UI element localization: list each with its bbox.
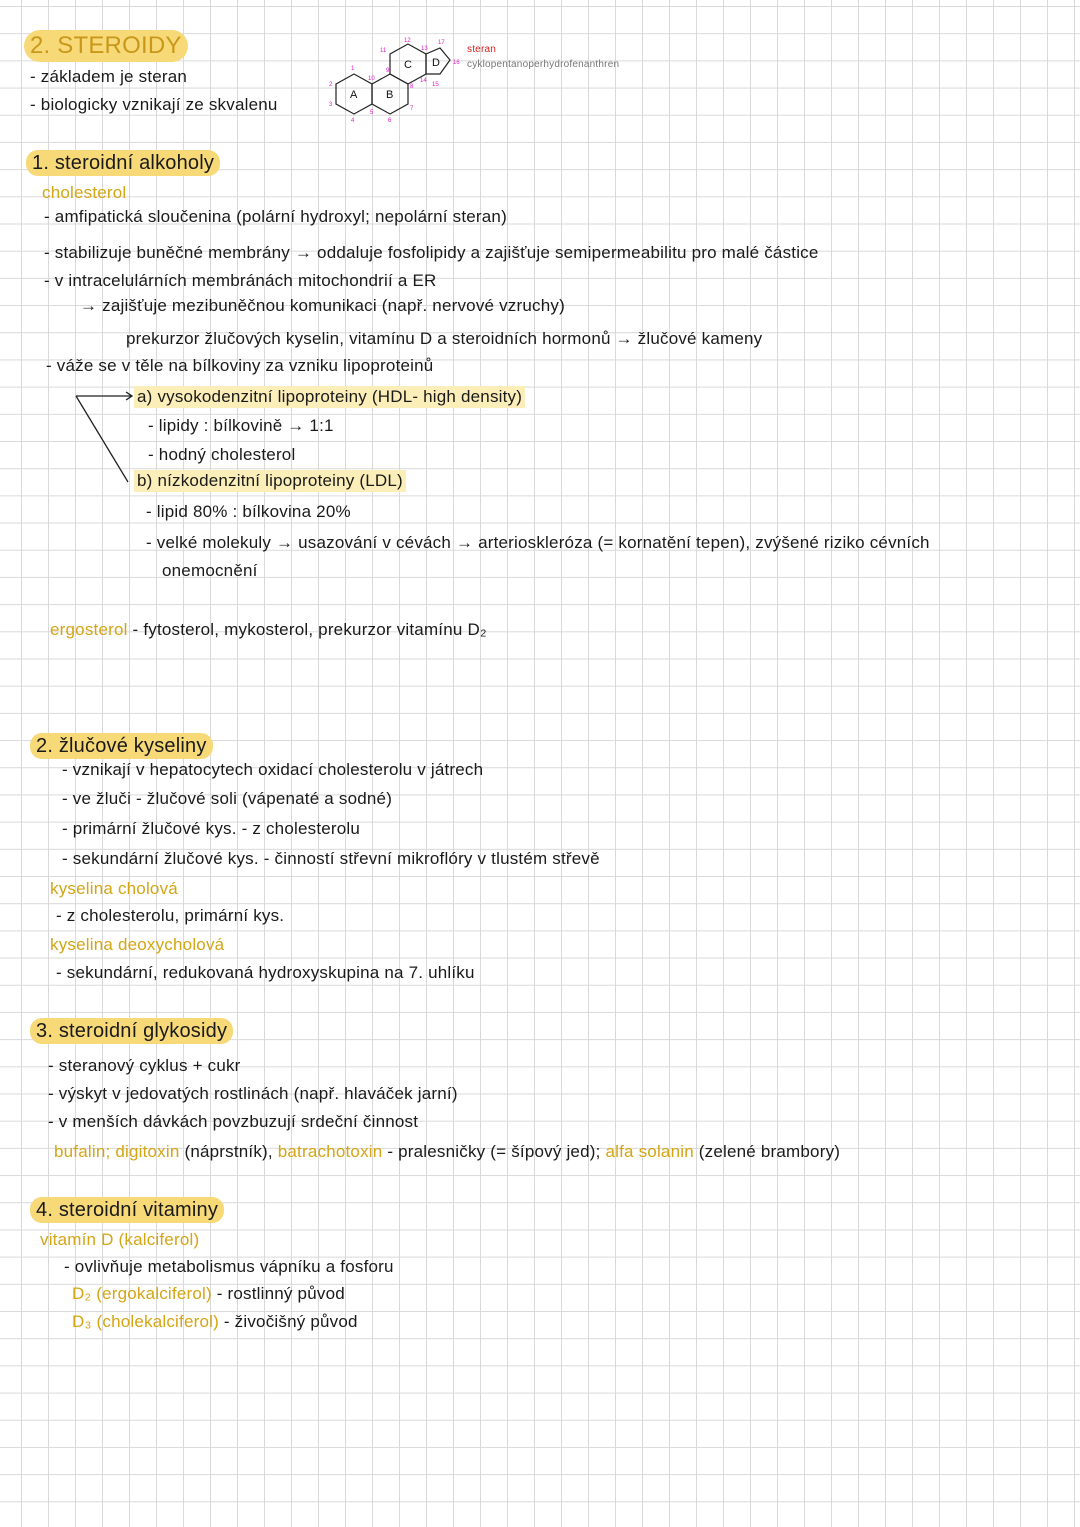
atom-number: 14 [420, 78, 427, 84]
atom-number: 5 [370, 110, 374, 116]
note-line: → zajišťuje mezibuněčnou komunikaci (např. nervové vzruchy) [80, 296, 565, 315]
ring-label: B [386, 89, 394, 101]
example-note: - pralesničky (= šípový jed); [382, 1142, 606, 1161]
atom-number: 8 [410, 84, 414, 90]
steran-structure-diagram [318, 36, 468, 128]
note-line: - váže se v těle na bílkoviny za vzniku lipoproteinů [46, 356, 434, 375]
note-line: - výskyt v jedovatých rostlinách (např. hlaváček jarní) [48, 1084, 458, 1103]
atom-number: 6 [388, 118, 392, 124]
atom-number: 4 [351, 118, 355, 124]
atom-number: 17 [438, 40, 445, 46]
subheading-vitamin-d: vitamín D (kalciferol) [40, 1230, 200, 1249]
example-note: (náprstník), [179, 1142, 278, 1161]
example-note: (zelené brambory) [693, 1142, 841, 1161]
note-line: - sekundární žlučové kys. - činností střevní mikroflóry v tlustém střevě [62, 849, 600, 868]
note-line: - stabilizuje buněčné membrány → oddaluje fosfolipidy a zajišťuje semipermeabilitu pro malé částice [44, 243, 819, 262]
d2-line [72, 1283, 345, 1305]
note-line: - lipid 80% : bílkovina 20% [146, 502, 351, 521]
atom-number: 1 [351, 66, 355, 72]
steran-subtitle: cyklopentanoperhydrofenanthren [467, 59, 620, 70]
subheading-deoxycholic-acid: kyselina deoxycholová [50, 935, 225, 954]
subheading-cholesterol: cholesterol [42, 183, 127, 202]
ergosterol-term: ergosterol [50, 620, 128, 639]
example-term: batrachotoxin [277, 1142, 383, 1161]
note-line: - amfipatická sloučenina (polární hydroxyl; nepolární steran) [44, 207, 507, 226]
note-line: - velké molekuly → usazování v cévách → arterioskleróza (= kornatění tepen), zvýšené riziko cévních [146, 533, 930, 552]
atom-number: 9 [386, 68, 390, 74]
section-heading-steroid-alcohols: 1. steroidní alkoholy [26, 150, 220, 176]
note-line: - vznikají v hepatocytech oxidací cholesterolu v játrech [62, 760, 484, 779]
note-line: onemocnění [162, 561, 258, 580]
atom-number: 2 [329, 82, 333, 88]
note-line: prekurzor žlučových kyselin, vitamínu D a steroidních hormonů → žlučové kameny [126, 329, 763, 348]
note-line: - sekundární, redukovaná hydroxyskupina na 7. uhlíku [56, 963, 475, 982]
atom-number: 3 [329, 102, 333, 108]
note-line: - v menších dávkách povzbuzují srdeční činnost [48, 1112, 419, 1131]
note-line: - lipidy : bílkovině → 1:1 [148, 416, 334, 435]
ergosterol-line [50, 619, 487, 641]
note-line: - steranový cyklus + cukr [48, 1056, 241, 1075]
atom-number: 12 [404, 38, 411, 44]
example-term: digitoxin [115, 1142, 180, 1161]
d2-term: D₂ (ergokalciferol) [72, 1284, 212, 1303]
example-term: alfa solanin [605, 1142, 694, 1161]
intro-line: - biologicky vznikají ze skvalenu [30, 95, 278, 114]
examples-line [54, 1141, 840, 1163]
branch-arrow-icon [74, 388, 138, 488]
d3-desc: - živočišný původ [218, 1312, 358, 1331]
atom-number: 16 [453, 60, 460, 66]
note-line: - v intracelulárních membránách mitochondrií a ER [44, 271, 437, 290]
note-line: - z cholesterolu, primární kys. [56, 906, 285, 925]
ldl-heading: b) nízkodenzitní lipoproteiny (LDL) [134, 470, 406, 492]
subheading-cholic-acid: kyselina cholová [50, 879, 178, 898]
note-line: - ve žluči - žlučové soli (vápenaté a sodné) [62, 789, 393, 808]
steran-label: steran [467, 44, 496, 55]
hdl-heading: a) vysokodenzitní lipoproteiny (HDL- high density) [134, 386, 525, 408]
section-heading-steroid-vitamins: 4. steroidní vitaminy [30, 1197, 224, 1223]
d2-desc: - rostlinný původ [211, 1284, 345, 1303]
atom-number: 10 [368, 76, 375, 82]
intro-line: - základem je steran [30, 67, 188, 86]
ring-label: A [350, 89, 358, 101]
example-term: bufalin; [54, 1142, 116, 1161]
d3-term: D₃ (cholekalciferol) [72, 1312, 219, 1331]
note-line: - hodný cholesterol [148, 445, 296, 464]
ring-label: C [404, 59, 412, 71]
section-heading-bile-acids: 2. žlučové kyseliny [30, 733, 213, 759]
atom-number: 15 [432, 82, 439, 88]
atom-number: 13 [421, 46, 428, 52]
ring-label: D [432, 57, 440, 69]
note-line: - primární žlučové kys. - z cholesterolu [62, 819, 361, 838]
note-line: - ovlivňuje metabolismus vápníku a fosforu [64, 1257, 394, 1276]
atom-number: 11 [380, 48, 387, 54]
atom-number: 7 [410, 106, 414, 112]
ergosterol-desc: - fytosterol, mykosterol, prekurzor vitamínu D₂ [127, 620, 487, 639]
section-heading-steroid-glycosides: 3. steroidní glykosidy [30, 1018, 233, 1044]
page-title: 2. STEROIDY [24, 30, 188, 62]
d3-line [72, 1311, 358, 1333]
